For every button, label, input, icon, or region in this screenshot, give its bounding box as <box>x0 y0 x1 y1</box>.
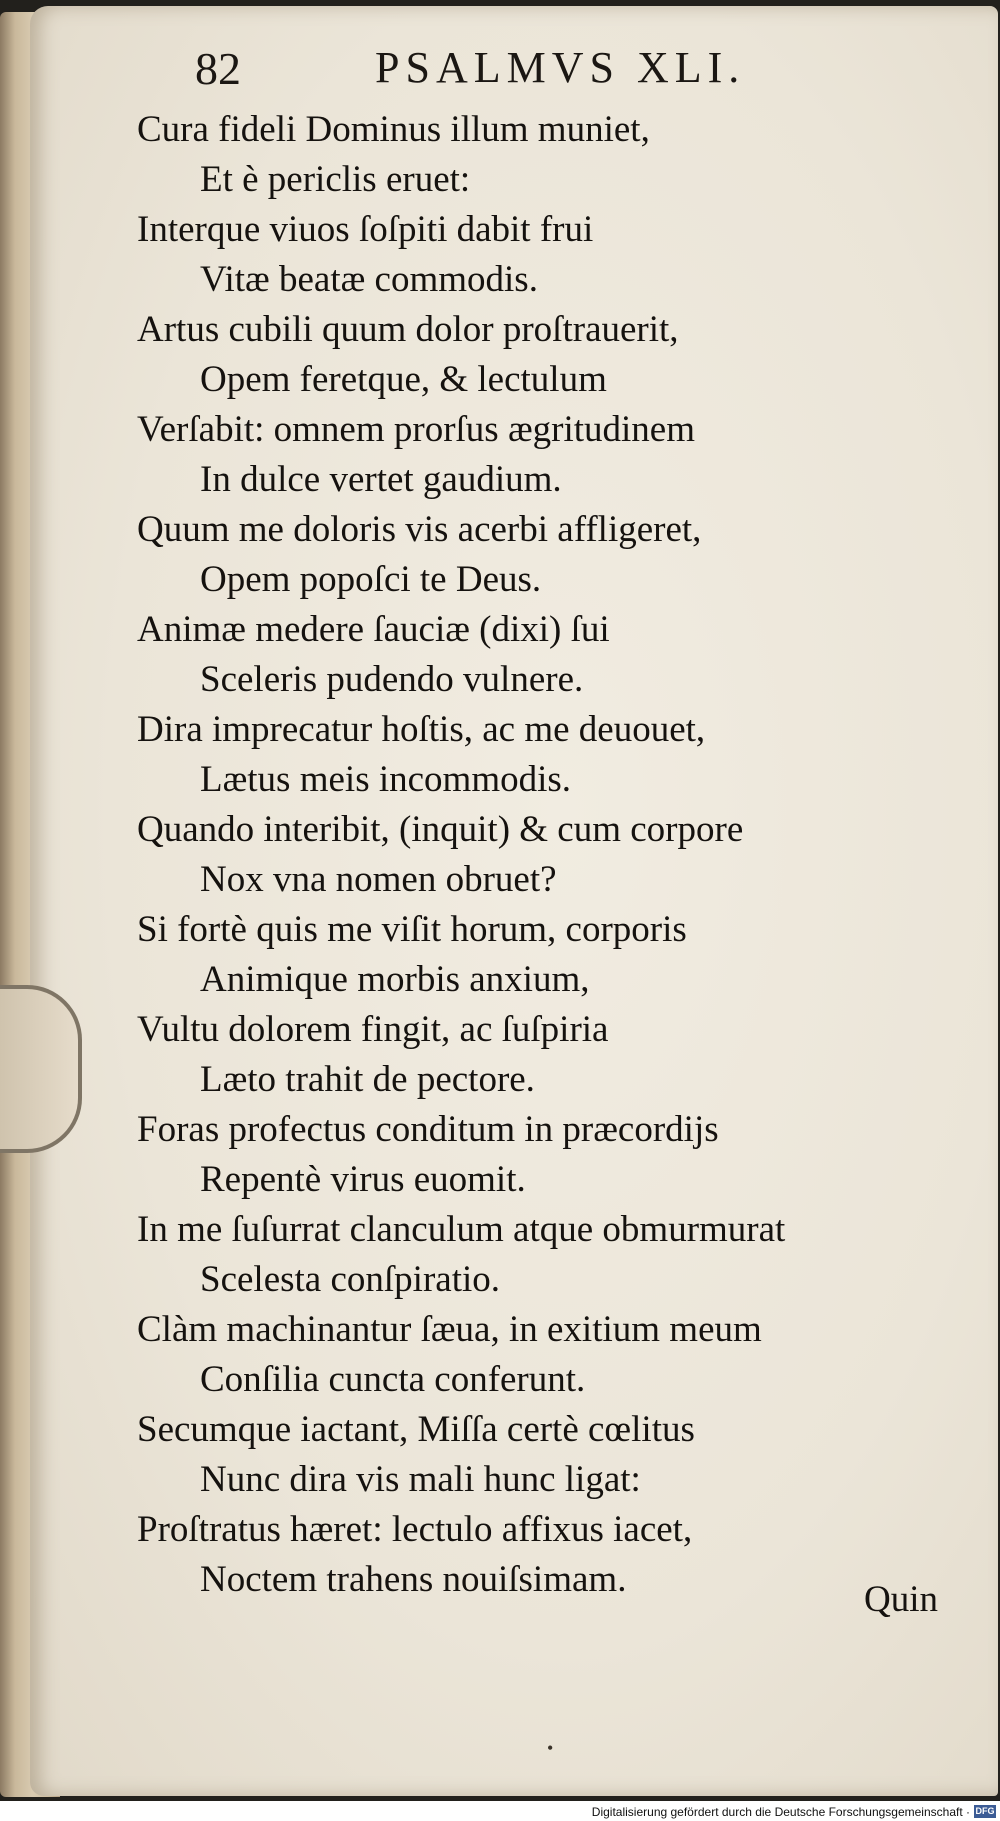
verse-line: Artus cubili quum dolor proſtrauerit, <box>137 309 679 350</box>
verse-line: Noctem trahens nouiſsimam. <box>200 1559 627 1600</box>
signature-mark: • <box>547 1738 554 1758</box>
digitization-footer <box>0 1801 1000 1821</box>
verse-line: Animæ medere ſauciæ (dixi) ſui <box>137 609 610 650</box>
catchword: Quin <box>864 1579 938 1620</box>
verse-line: Lætus meis incommodis. <box>200 759 572 800</box>
verse-line: Interque viuos ſoſpiti dabit frui <box>137 209 594 250</box>
verse-line: Læto trahit de pectore. <box>200 1059 535 1100</box>
funding-credit: Digitalisierung gefördert durch die Deutsche Forschungsgemeinschaft · <box>591 1805 970 1819</box>
verse-line: Quando interibit, (inquit) & cum corpore <box>137 809 744 850</box>
verse-line: Et è periclis eruet: <box>200 159 471 200</box>
verse-line: Repentè virus euomit. <box>200 1159 526 1200</box>
verse-line: Scelesta conſpiratio. <box>200 1259 501 1300</box>
running-head: PSALMVS XLI. <box>375 43 746 92</box>
verse-line: Proſtratus hæret: lectulo affixus iacet, <box>137 1509 693 1550</box>
verse-line: Animique morbis anxium, <box>200 959 590 1000</box>
verse-line: Clàm machinantur ſæua, in exitium meum <box>137 1309 762 1350</box>
verse-line: Secumque iactant, Miſſa certè cœlitus <box>137 1409 695 1450</box>
verse-line: In me ſuſurrat clanculum atque obmurmurat <box>137 1209 786 1250</box>
verse-line: Nox vna nomen obruet? <box>200 859 557 900</box>
verse-line: Conſilia cuncta conferunt. <box>200 1359 586 1400</box>
verse-line: Cura fideli Dominus illum muniet, <box>137 109 650 150</box>
dfg-logo-icon: DFG <box>975 1806 995 1816</box>
verse-line: In dulce vertet gaudium. <box>200 459 562 500</box>
page-number: 82 <box>195 43 241 94</box>
page-header <box>195 42 815 102</box>
verse-line: Opem popoſci te Deus. <box>200 559 542 600</box>
verse-line: Opem feretque, & lectulum <box>200 359 607 400</box>
verse-line: Vultu dolorem fingit, ac ſuſpiria <box>137 1009 609 1050</box>
poem-text <box>0 105 960 1605</box>
verse-line: Dira imprecatur hoſtis, ac me deuouet, <box>137 709 706 750</box>
verse-line: Vitæ beatæ commodis. <box>200 259 538 300</box>
verse-line: Nunc dira vis mali hunc ligat: <box>200 1459 641 1500</box>
verse-line: Foras profectus conditum in præcordijs <box>137 1109 719 1150</box>
verse-line: Quum me doloris vis acerbi affligeret, <box>137 509 702 550</box>
verse-line: Si fortè quis me viſit horum, corporis <box>137 909 687 950</box>
verse-line: Sceleris pudendo vulnere. <box>200 659 584 700</box>
verse-line: Verſabit: omnem prorſus ægritudinem <box>137 409 695 450</box>
